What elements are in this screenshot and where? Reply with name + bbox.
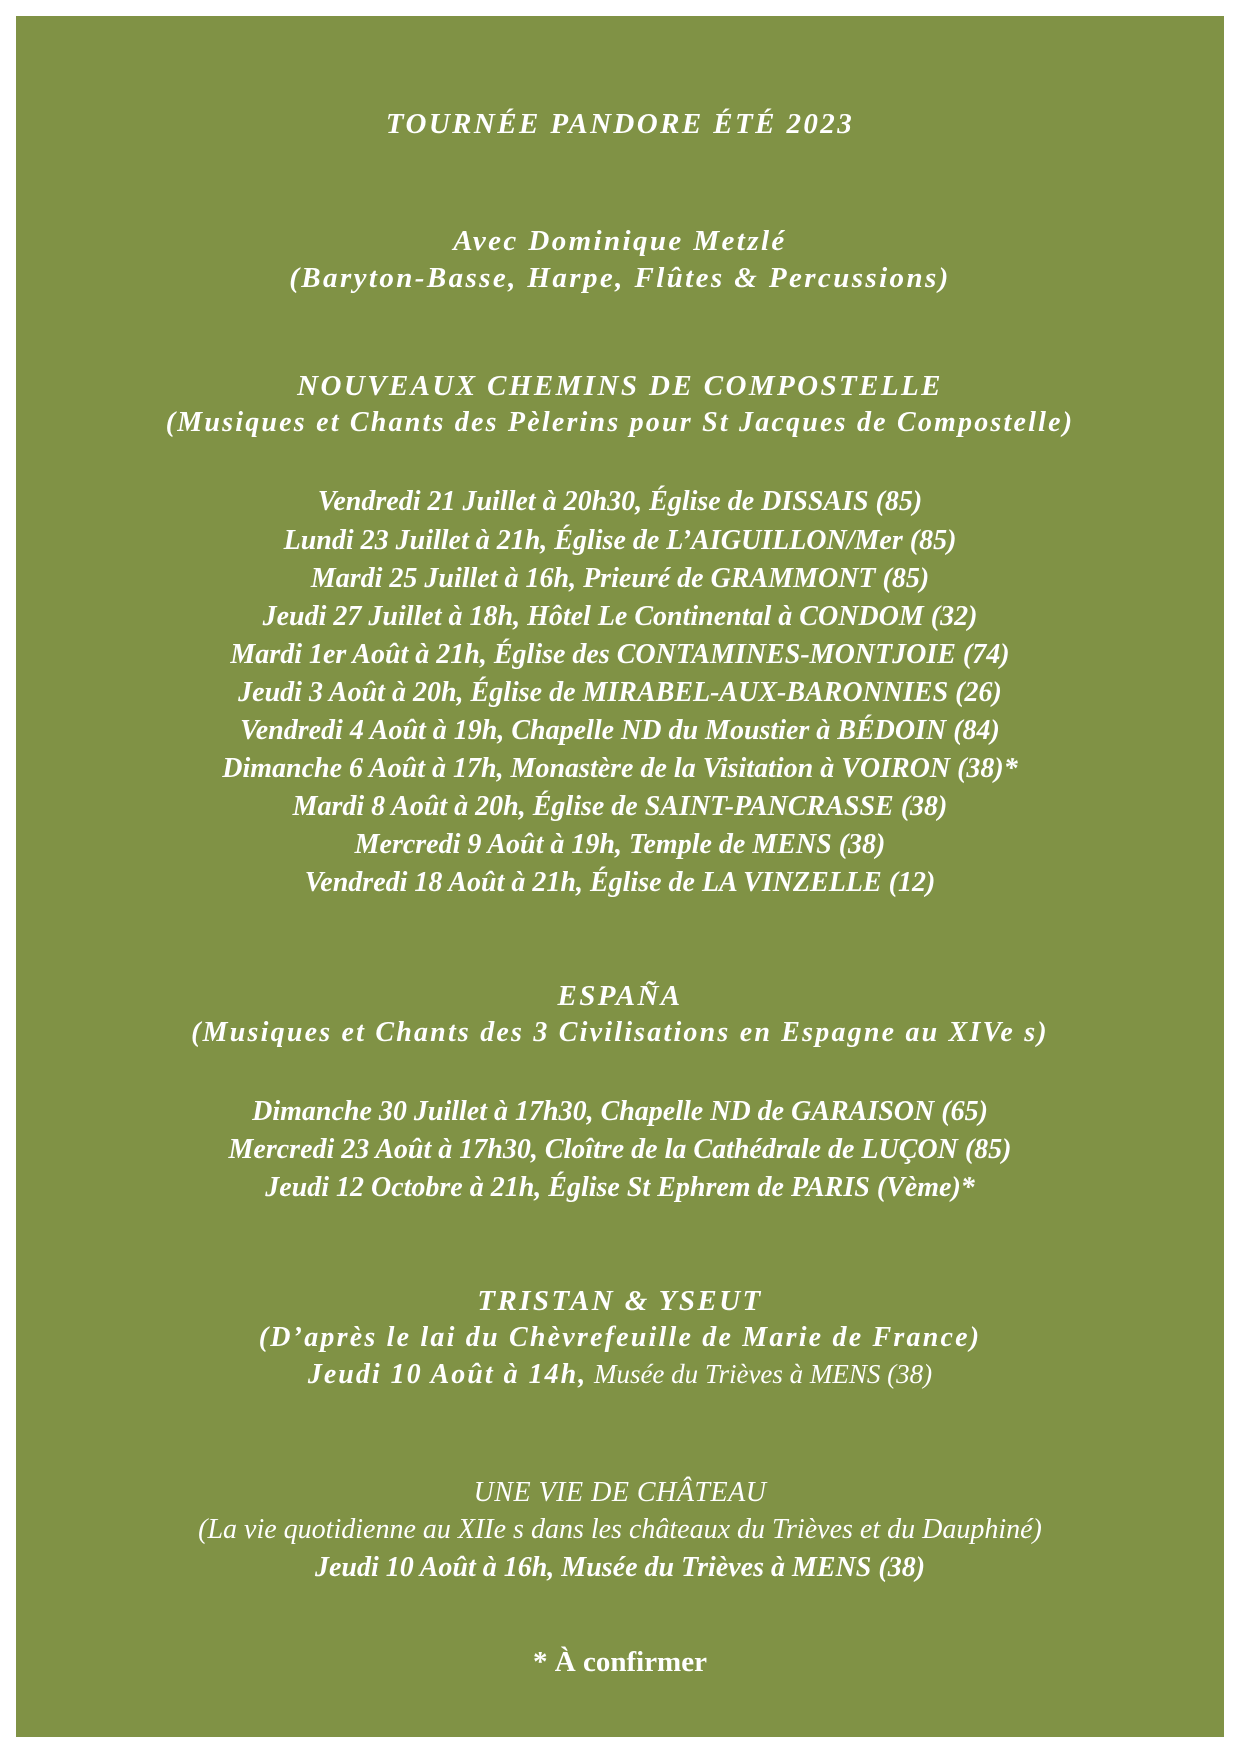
concert-date-tristan-bold: Jeudi 10 Août à 14h, xyxy=(307,1359,588,1390)
poster-panel xyxy=(16,16,1224,1737)
program-title-compostelle: NOUVEAUX CHEMINS DE COMPOSTELLE xyxy=(297,370,943,402)
concert-date-tristan xyxy=(16,1359,1224,1391)
concert-date: Jeudi 27 Juillet à 18h, Hôtel Le Continental à CONDOM (32) xyxy=(262,601,978,632)
concert-date: Lundi 23 Juillet à 21h, Église de L’AIGUILLON/Mer (85) xyxy=(283,525,957,556)
concert-date-tristan-venue: Musée du Trièves à MENS (38) xyxy=(587,1359,933,1389)
tour-title: TOURNÉE PANDORE ÉTÉ 2023 xyxy=(385,108,855,140)
concert-date: Dimanche 30 Juillet à 17h30, Chapelle ND de GARAISON (65) xyxy=(252,1096,988,1127)
program-title-chateau: UNE VIE DE CHÂTEAU xyxy=(473,1477,767,1508)
performer-instruments: (Baryton-Basse, Harpe, Flûtes & Percussions) xyxy=(289,262,951,294)
program-subtitle-tristan: (D’après le lai du Chèvrefeuille de Marie de France) xyxy=(258,1322,982,1353)
concert-date-chateau: Jeudi 10 Août à 16h, Musée du Trièves à MENS (38) xyxy=(314,1552,926,1583)
concert-date: Dimanche 6 Août à 17h, Monastère de la Visitation à VOIRON (38)* xyxy=(222,753,1018,784)
concert-date: Mardi 1er Août à 21h, Église des CONTAMINES-MONTJOIE (74) xyxy=(230,639,1010,670)
program-subtitle-espana: (Musiques et Chants des 3 Civilisations en Espagne au XIVe s) xyxy=(191,1017,1049,1048)
program-subtitle-compostelle: (Musiques et Chants des Pèlerins pour St Jacques de Compostelle) xyxy=(165,407,1075,438)
program-title-espana: ESPAÑA xyxy=(557,980,683,1012)
concert-date: Mercredi 9 Août à 19h, Temple de MENS (38) xyxy=(354,829,886,860)
concert-date: Mercredi 23 Août à 17h30, Cloître de la Cathédrale de LUÇON (85) xyxy=(228,1134,1012,1165)
concert-date: Vendredi 4 Août à 19h, Chapelle ND du Moustier à BÉDOIN (84) xyxy=(240,715,1000,746)
concert-date: Mardi 25 Juillet à 16h, Prieuré de GRAMMONT (85) xyxy=(310,563,930,594)
program-subtitle-chateau: (La vie quotidienne au XIIe s dans les châteaux du Trièves et du Dauphiné) xyxy=(198,1514,1042,1545)
concert-date: Jeudi 12 Octobre à 21h, Église St Ephrem de PARIS (Vème)* xyxy=(265,1172,975,1203)
concert-date: Jeudi 3 Août à 20h, Église de MIRABEL-AUX-BARONNIES (26) xyxy=(238,677,1002,708)
performer-name: Avec Dominique Metzlé xyxy=(453,225,787,257)
concert-date: Vendredi 18 Août à 21h, Église de LA VINZELLE (12) xyxy=(304,867,936,898)
footnote: * À confirmer xyxy=(533,1646,707,1678)
program-title-tristan: TRISTAN & YSEUT xyxy=(477,1285,763,1317)
concert-date: Vendredi 21 Juillet à 20h30, Église de DISSAIS (85) xyxy=(317,486,923,517)
concert-date: Mardi 8 Août à 20h, Église de SAINT-PANCRASSE (38) xyxy=(292,791,948,822)
